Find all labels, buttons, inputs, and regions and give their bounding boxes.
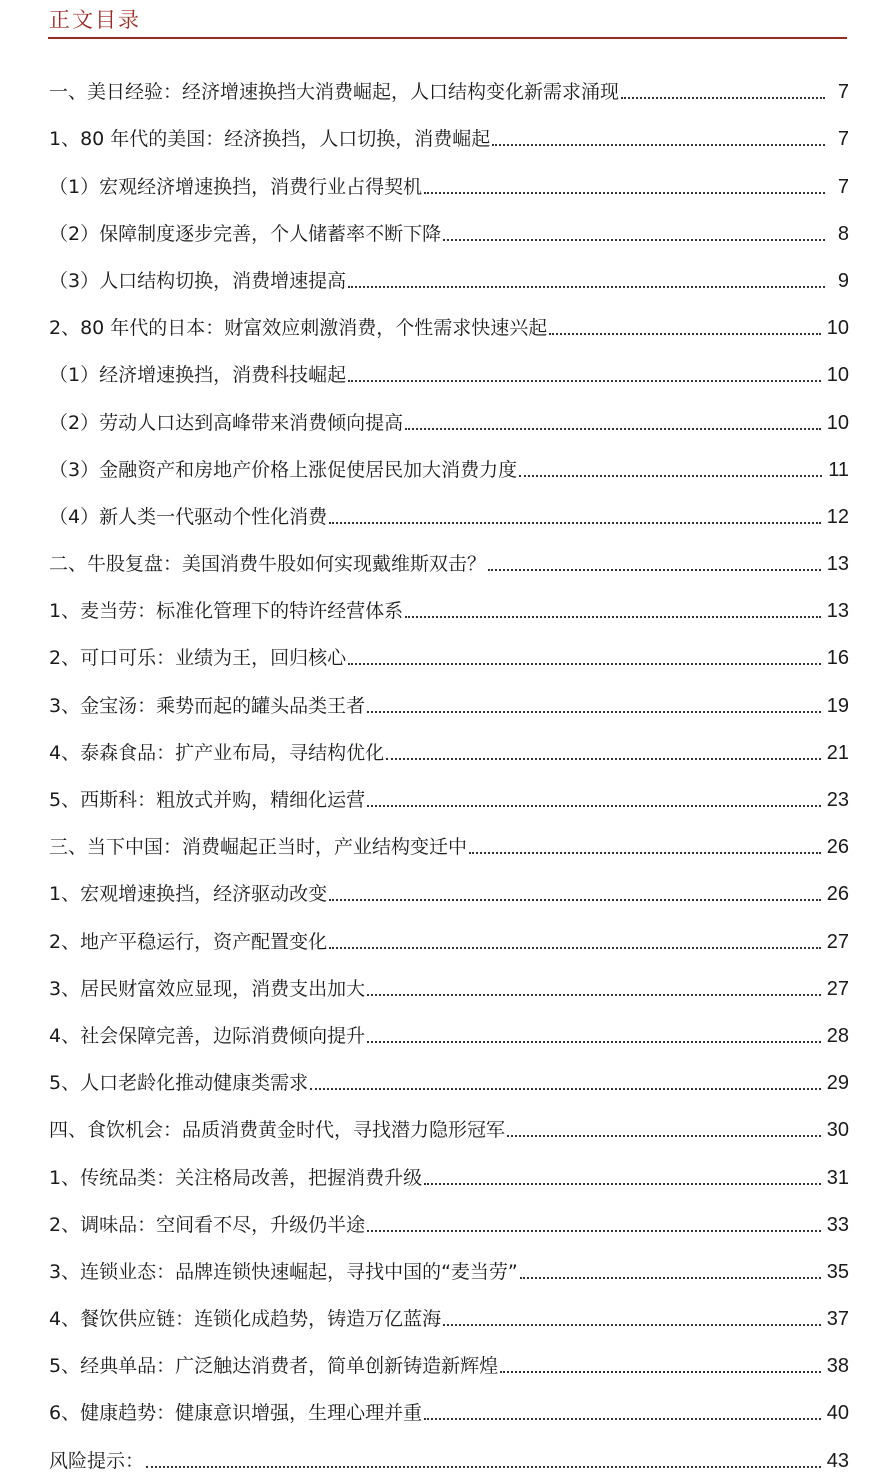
toc-entry-page: 40	[826, 1402, 849, 1425]
toc-entry-page: 29	[826, 1072, 849, 1095]
toc-entry-label: 1、80 年代的美国：经济换挡，人口切换，消费崛起	[49, 128, 491, 151]
toc-entry[interactable]	[49, 768, 849, 815]
toc-entry[interactable]	[49, 815, 849, 862]
toc-entry[interactable]	[49, 1381, 849, 1428]
title-divider	[48, 37, 847, 39]
dot-leader	[500, 1371, 821, 1373]
toc-entry-label: 2、80 年代的日本：财富效应刺激消费，个性需求快速兴起	[49, 317, 548, 340]
toc-entry[interactable]	[49, 390, 849, 437]
toc-entry[interactable]	[49, 1428, 849, 1475]
dot-leader	[367, 805, 821, 807]
dot-leader	[405, 428, 821, 430]
toc-entry-page: 10	[826, 411, 849, 434]
toc-entry-label: 4、泰森食品：扩产业布局，寻结构优化	[49, 741, 385, 764]
toc-entry-page: 31	[826, 1166, 849, 1189]
dot-leader	[405, 616, 821, 618]
dot-leader	[424, 1183, 821, 1185]
dot-leader	[424, 1418, 821, 1420]
dot-leader	[367, 994, 821, 996]
dot-leader	[520, 1277, 821, 1279]
toc-entry-page: 26	[826, 883, 849, 906]
toc-entry-label: 二、牛股复盘：美国消费牛股如何实现戴维斯双击？	[49, 553, 487, 576]
toc-entry[interactable]	[49, 296, 849, 343]
dot-leader	[348, 663, 821, 665]
toc-entry-label: 2、调味品：空间看不尽，升级仍半途	[49, 1213, 366, 1236]
dot-leader	[146, 1466, 821, 1468]
toc-entry-page: 33	[826, 1213, 849, 1236]
toc-entry-page: 28	[826, 1024, 849, 1047]
toc-entry[interactable]	[49, 154, 849, 201]
toc-entry-label: 3、连锁业态：品牌连锁快速崛起，寻找中国的“麦当劳”	[49, 1260, 518, 1283]
toc-entry-label: 6、健康趋势：健康意识增强，生理心理并重	[49, 1402, 423, 1425]
toc-entry-page: 9	[837, 269, 849, 292]
dot-leader	[367, 1230, 821, 1232]
toc-entry-page: 26	[826, 836, 849, 859]
toc-entry[interactable]	[49, 579, 849, 626]
toc-entry[interactable]	[49, 626, 849, 673]
toc-entry-page: 35	[826, 1260, 849, 1283]
dot-leader	[386, 758, 821, 760]
toc-entry[interactable]	[49, 1004, 849, 1051]
toc-entry-label: 2、可口可乐：业绩为王，回归核心	[49, 647, 347, 670]
dot-leader	[348, 286, 825, 288]
dot-leader	[329, 899, 821, 901]
toc-entry-label: （1）经济增速换挡，消费科技崛起	[49, 364, 347, 387]
toc-entry-page: 16	[826, 647, 849, 670]
toc-entry-page: 11	[828, 458, 849, 481]
toc-entry-label: 2、地产平稳运行，资产配置变化	[49, 930, 328, 953]
dot-leader	[329, 522, 821, 524]
dot-leader	[443, 239, 825, 241]
toc-entry-label: （2）劳动人口达到高峰带来消费倾向提高	[49, 411, 404, 434]
toc-entry-page: 10	[826, 317, 849, 340]
toc-entry[interactable]	[49, 438, 849, 485]
toc-entry-page: 43	[826, 1449, 849, 1472]
toc-entry-page: 21	[826, 741, 849, 764]
toc-entry[interactable]	[49, 60, 849, 107]
dot-leader	[310, 1088, 821, 1090]
toc-entry[interactable]	[49, 532, 849, 579]
dot-leader	[443, 1324, 821, 1326]
toc-entry[interactable]	[49, 1051, 849, 1098]
toc-entry-page: 27	[826, 977, 849, 1000]
dot-leader	[621, 97, 825, 99]
toc-entry-page: 37	[826, 1308, 849, 1331]
toc-entry-label: （4）新人类一代驱动个性化消费	[49, 505, 328, 528]
toc-entry[interactable]	[49, 1287, 849, 1334]
toc-entry[interactable]	[49, 1193, 849, 1240]
toc-entry-page: 8	[837, 222, 849, 245]
toc-entry-page: 19	[826, 694, 849, 717]
toc-entry-label: 5、人口老龄化推动健康类需求	[49, 1072, 309, 1095]
toc-entry-label: 4、社会保障完善，边际消费倾向提升	[49, 1024, 366, 1047]
toc-entry-page: 10	[826, 364, 849, 387]
toc-entry-page: 27	[826, 930, 849, 953]
toc-entry[interactable]	[49, 957, 849, 1004]
toc-entry-label: （2）保障制度逐步完善，个人储蓄率不断下降	[49, 222, 442, 245]
dot-leader	[469, 852, 821, 854]
toc-entry-page: 7	[837, 81, 849, 104]
toc-entry[interactable]	[49, 485, 849, 532]
dot-leader	[507, 1135, 821, 1137]
toc-entry-label: 1、麦当劳：标准化管理下的特许经营体系	[49, 600, 404, 623]
table-of-contents	[49, 60, 849, 1476]
toc-entry[interactable]	[49, 249, 849, 296]
toc-entry[interactable]	[49, 673, 849, 720]
dot-leader	[329, 947, 821, 949]
dot-leader	[367, 1041, 821, 1043]
toc-entry-label: 3、金宝汤：乘势而起的罐头品类王者	[49, 694, 366, 717]
dot-leader	[367, 711, 821, 713]
toc-entry[interactable]	[49, 1334, 849, 1381]
page-title: 正文目录	[49, 8, 141, 32]
dot-leader	[492, 144, 825, 146]
dot-leader	[488, 569, 821, 571]
toc-entry[interactable]	[49, 1145, 849, 1192]
toc-entry-label: 3、居民财富效应显现，消费支出加大	[49, 977, 366, 1000]
toc-entry-page: 12	[826, 505, 849, 528]
toc-entry-page: 23	[826, 789, 849, 811]
toc-entry-page: 30	[826, 1119, 849, 1142]
toc-entry-label: 四、食饮机会：品质消费黄金时代，寻找潜力隐形冠军	[49, 1119, 506, 1142]
toc-entry-label: 一、美日经验：经济增速换挡大消费崛起，人口结构变化新需求涌现	[49, 81, 620, 104]
dot-leader	[549, 333, 820, 335]
dot-leader	[424, 192, 825, 194]
toc-entry-label: 4、餐饮供应链：连锁化成趋势，铸造万亿蓝海	[49, 1308, 442, 1331]
toc-entry[interactable]	[49, 343, 849, 390]
toc-entry-label: 三、当下中国：消费崛起正当时，产业结构变迁中	[49, 836, 468, 859]
toc-entry-page: 13	[826, 600, 849, 623]
toc-entry[interactable]	[49, 721, 849, 768]
toc-entry[interactable]	[49, 1098, 849, 1145]
dot-leader	[519, 475, 822, 477]
toc-entry-label: 1、宏观增速换挡，经济驱动改变	[49, 883, 328, 906]
toc-entry[interactable]	[49, 862, 849, 909]
toc-entry[interactable]	[49, 1240, 849, 1287]
toc-entry-page: 7	[837, 128, 849, 151]
toc-entry-label: 风险提示：	[49, 1449, 145, 1472]
toc-entry-label: （1）宏观经济增速换挡，消费行业占得契机	[49, 175, 423, 198]
toc-entry-page: 38	[826, 1355, 849, 1378]
toc-entry-page: 7	[837, 175, 849, 198]
toc-entry-label: 5、西斯科：粗放式并购，精细化运营	[49, 789, 366, 811]
toc-entry-label: 5、经典单品：广泛触达消费者，简单创新铸造新辉煌	[49, 1355, 499, 1378]
toc-entry-label: 1、传统品类：关注格局改善，把握消费升级	[49, 1166, 423, 1189]
toc-entry[interactable]	[49, 202, 849, 249]
toc-entry-label: （3）金融资产和房地产价格上涨促使居民加大消费力度	[49, 458, 518, 481]
dot-leader	[348, 380, 821, 382]
toc-entry[interactable]	[49, 107, 849, 154]
toc-entry-page: 13	[826, 553, 849, 576]
toc-entry-label: （3）人口结构切换，消费增速提高	[49, 269, 347, 292]
toc-entry[interactable]	[49, 909, 849, 956]
